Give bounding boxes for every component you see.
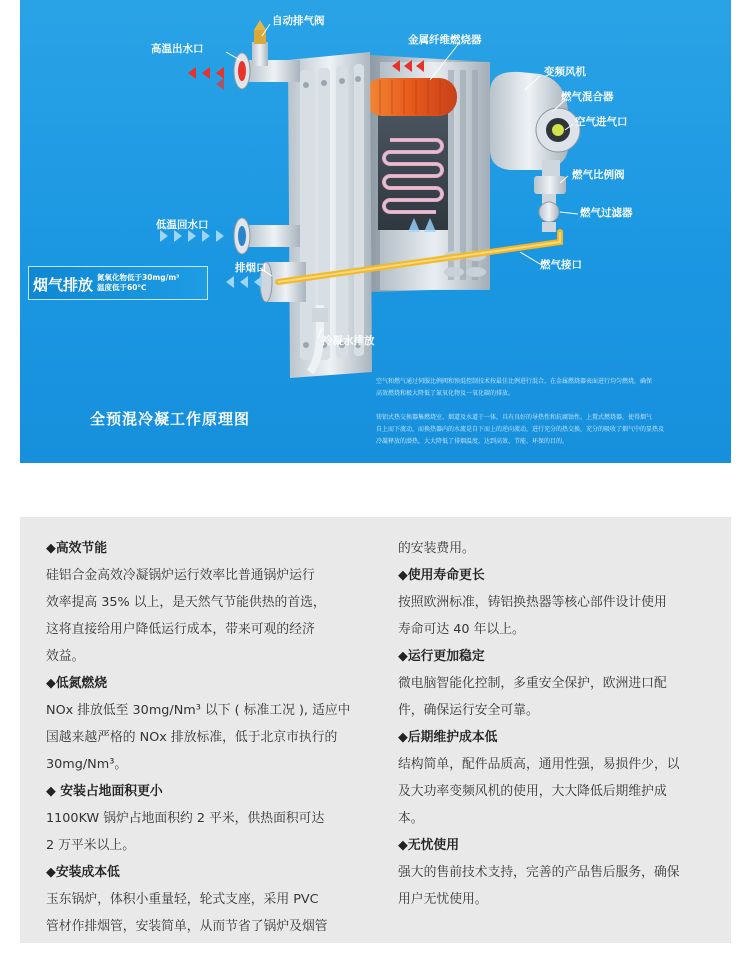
description-line-2: 高效燃烧和极大降低了氮氧化物及一氧化碳的排放。 [376, 390, 515, 397]
feature-heading: ◆使用寿命更长 [398, 568, 485, 583]
feature-text: 1100KW 锅炉占地面积约 2 平米，供热面积可达 [46, 811, 325, 826]
feature-text: 微电脑智能化控制，多重安全保护，欧洲进口配 [398, 676, 667, 691]
label-auto-vent: 自动排气阀 [272, 15, 325, 27]
label-metal-burner: 金属纤维燃烧器 [408, 34, 482, 46]
features-panel [20, 517, 731, 943]
feature-text: 玉东锅炉，体积小重量轻，轮式支座，采用 PVC [46, 892, 319, 907]
exhaust-emission-box [28, 266, 208, 300]
feature-text: 管材作排烟管，安装简单，从而节省了锅炉及烟管 [46, 919, 328, 934]
flue-arrows [226, 276, 262, 288]
feature-heading: ◆高效节能 [46, 541, 108, 556]
label-gas-connection: 燃气接口 [540, 259, 582, 271]
feature-heading: ◆安装成本低 [46, 865, 120, 880]
feature-heading: ◆低氮燃烧 [46, 676, 108, 691]
feature-text: 效益。 [46, 649, 85, 664]
label-return-water-in: 低温回水口 [156, 219, 209, 231]
description-line-3: 铸铝式热交换器集燃烧室、烟道及水道于一体，具有良好的导热性和抗腐蚀性。上置式燃烧器，使得烟气 [376, 414, 653, 421]
feature-heading: ◆ 安装占地面积更小 [46, 784, 163, 799]
hot-water-arrows [188, 67, 224, 90]
label-gas-mixer: 燃气混合器 [561, 91, 614, 103]
feature-text: 硅铝合金高效冷凝锅炉运行效率比普通锅炉运行 [46, 568, 315, 583]
gas-valve-assembly [534, 176, 566, 232]
feature-text: 2 万平米以上。 [46, 838, 135, 853]
feature-text: 结构简单，配件品质高，通用性强，易损件少，以 [398, 757, 680, 772]
feature-text: 的安装费用。 [398, 541, 475, 556]
feature-heading: ◆无忧使用 [398, 838, 460, 853]
label-air-inlet: 空气进气口 [575, 116, 628, 128]
label-condensate-drain: 冷凝水排放 [322, 335, 375, 347]
feature-text: 国越来越严格的 NOx 排放标准，低于北京市执行的 [46, 730, 338, 745]
label-flue-outlet: 排烟口 [235, 262, 267, 274]
label-gas-ratio-valve: 燃气比例阀 [572, 169, 625, 181]
combustion-chamber [378, 110, 448, 232]
label-vfd-fan: 变频风机 [544, 66, 586, 78]
hot-water-pipe [234, 20, 300, 89]
features-right-column [398, 535, 718, 913]
feature-text: 30mg/Nm³。 [46, 757, 128, 772]
features-left-column [46, 535, 366, 940]
exhaust-title: 烟气排放 [33, 276, 94, 294]
boiler-diagram [20, 0, 731, 463]
feature-text: NOx 排放低至 30mg/Nm³ 以下 ( 标准工况 ), 适应中 [46, 703, 351, 718]
feature-text: 寿命可达 40 年以上。 [398, 622, 525, 637]
diagram-title: 全预混冷凝工作原理图 [90, 410, 251, 428]
feature-text: 效率提高 35% 以上，是天然气节能供热的首选， [46, 595, 326, 610]
feature-text: 本。 [398, 811, 424, 826]
feature-text: 及大功率变频风机的使用，大大降低后期维护成 [398, 784, 667, 799]
exhaust-temp-line: 温度低于60℃ [97, 283, 147, 292]
feature-text: 强大的售前技术支持，完善的产品售后服务，确保 [398, 865, 680, 880]
label-hot-water-out: 高温出水口 [151, 43, 204, 55]
feature-text: 件，确保运行安全可靠。 [398, 703, 539, 718]
description-line-5: 冷凝释放的潜热，大大降低了排烟温度，达到高效、节能、环保的目的。 [376, 438, 569, 445]
feature-text: 这将直接给用户降低运行成本，带来可观的经济 [46, 622, 315, 637]
feature-text: 用户无忧使用。 [398, 892, 488, 907]
description-line-4: 自上而下流动，而换热器内的水流是自下而上的逆向流动，进行充分的热交换，充分的吸收了烟气中的显热及 [376, 426, 665, 433]
feature-heading: ◆后期维护成本低 [398, 730, 498, 745]
fan-assembly [490, 72, 580, 182]
feature-text: 按照欧洲标准，铸铝换热器等核心部件设计使用 [398, 595, 667, 610]
return-water-arrows [160, 230, 224, 242]
description-line-1: 空气和燃气通过伺服比例阀和预混控制技术按最佳比例进行混合，在金属燃烧器表面进行均匀燃烧，确保 [376, 378, 653, 385]
exhaust-nox-line: 氮氧化物低于30mg/m³ [97, 273, 180, 282]
heat-exchanger-left [288, 52, 372, 378]
label-gas-filter: 燃气过滤器 [580, 207, 633, 219]
feature-heading: ◆运行更加稳定 [398, 649, 485, 664]
